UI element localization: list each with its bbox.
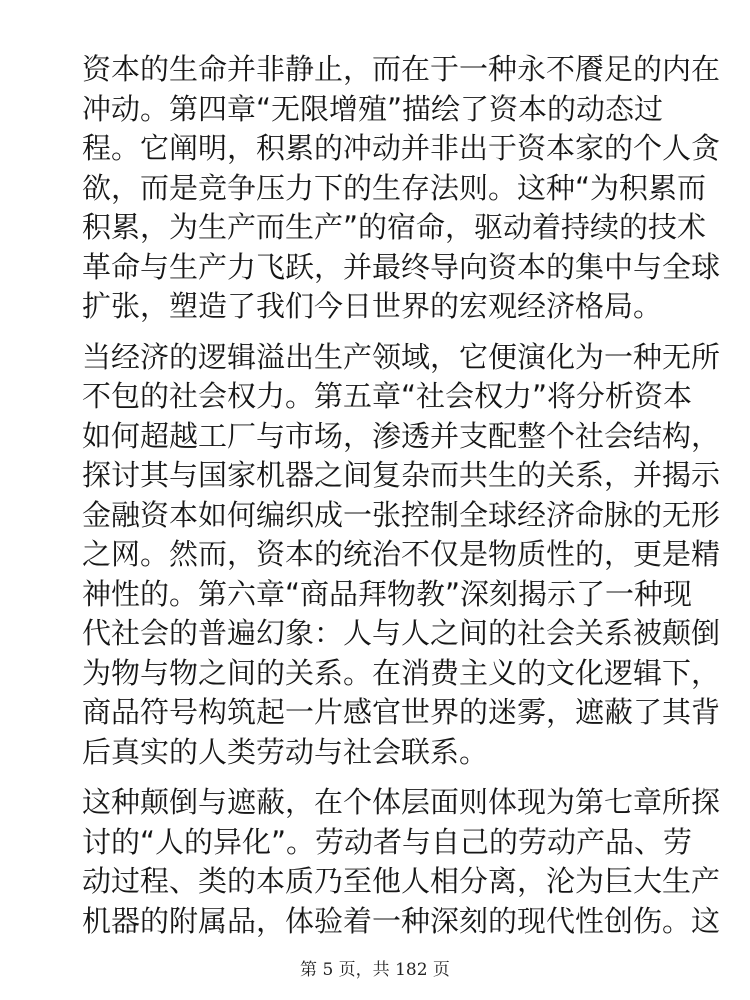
text-line: 代社会的普遍幻象：人与人之间的社会关系被颠倒 — [82, 616, 721, 650]
text-line: 当经济的逻辑溢出生产领域，它便演化为一种无所 — [82, 339, 721, 374]
text-line: 资本的生命并非静止，而在于一种永不餍足的内在 — [82, 52, 721, 86]
text-line: 冲动。第四章“无限增殖”描绘了资本的动态过 — [82, 91, 664, 126]
text-line: 如何超越工厂与市场，渗透并支配整个社会结构， — [82, 418, 721, 453]
text-line: 金融资本如何编织成一张控制全球经济命脉的无形 — [82, 497, 721, 532]
text-line: 为物与物之间的关系。在消费主义的文化逻辑下， — [82, 655, 721, 690]
text-line: 后真实的人类劳动与社会联系。 — [82, 734, 489, 769]
text-line: 动过程、类的本质乃至他人相分离，沦为巨大生产 — [82, 864, 721, 898]
text-line: 神性的。第六章“商品拜物教”深刻揭示了一种现 — [82, 576, 693, 611]
text-line: 不包的社会权力。第五章“社会权力”将分析资本 — [82, 379, 693, 413]
body-text — [82, 50, 721, 941]
text-line: 积累，为生产而生产”的宿命，驱动着持续的技术 — [82, 210, 707, 244]
text-line: 探讨其与国家机器之间复杂而共生的关系，并揭示 — [82, 458, 721, 492]
text-line: 讨的“人的异化”。劳动者与自己的劳动产品、劳 — [82, 824, 693, 859]
page-number-footer: 第 5 页，共 182 页 — [300, 960, 450, 980]
text-line: 机器的附属品，体验着一种深刻的现代性创伤。这 — [82, 903, 721, 938]
paragraph-2 — [82, 338, 721, 773]
paragraph-3 — [82, 783, 721, 941]
text-line: 之网。然而，资本的统治不仅是物质性的，更是精 — [82, 537, 721, 571]
text-line: 扩张，塑造了我们今日世界的宏观经济格局。 — [82, 289, 663, 323]
text-line: 程。它阐明，积累的冲动并非出于资本家的个人贪 — [82, 131, 721, 165]
text-line: 革命与生产力飞跃，并最终导向资本的集中与全球 — [82, 249, 721, 284]
text-line: 欲，而是竞争压力下的生存法则。这种“为积累而 — [82, 170, 707, 205]
text-line: 这种颠倒与遮蔽，在个体层面则体现为第七章所探 — [82, 785, 721, 819]
paragraph-1 — [82, 50, 721, 327]
text-line: 商品符号构筑起一片感官世界的迷雾，遮蔽了其背 — [82, 695, 721, 729]
